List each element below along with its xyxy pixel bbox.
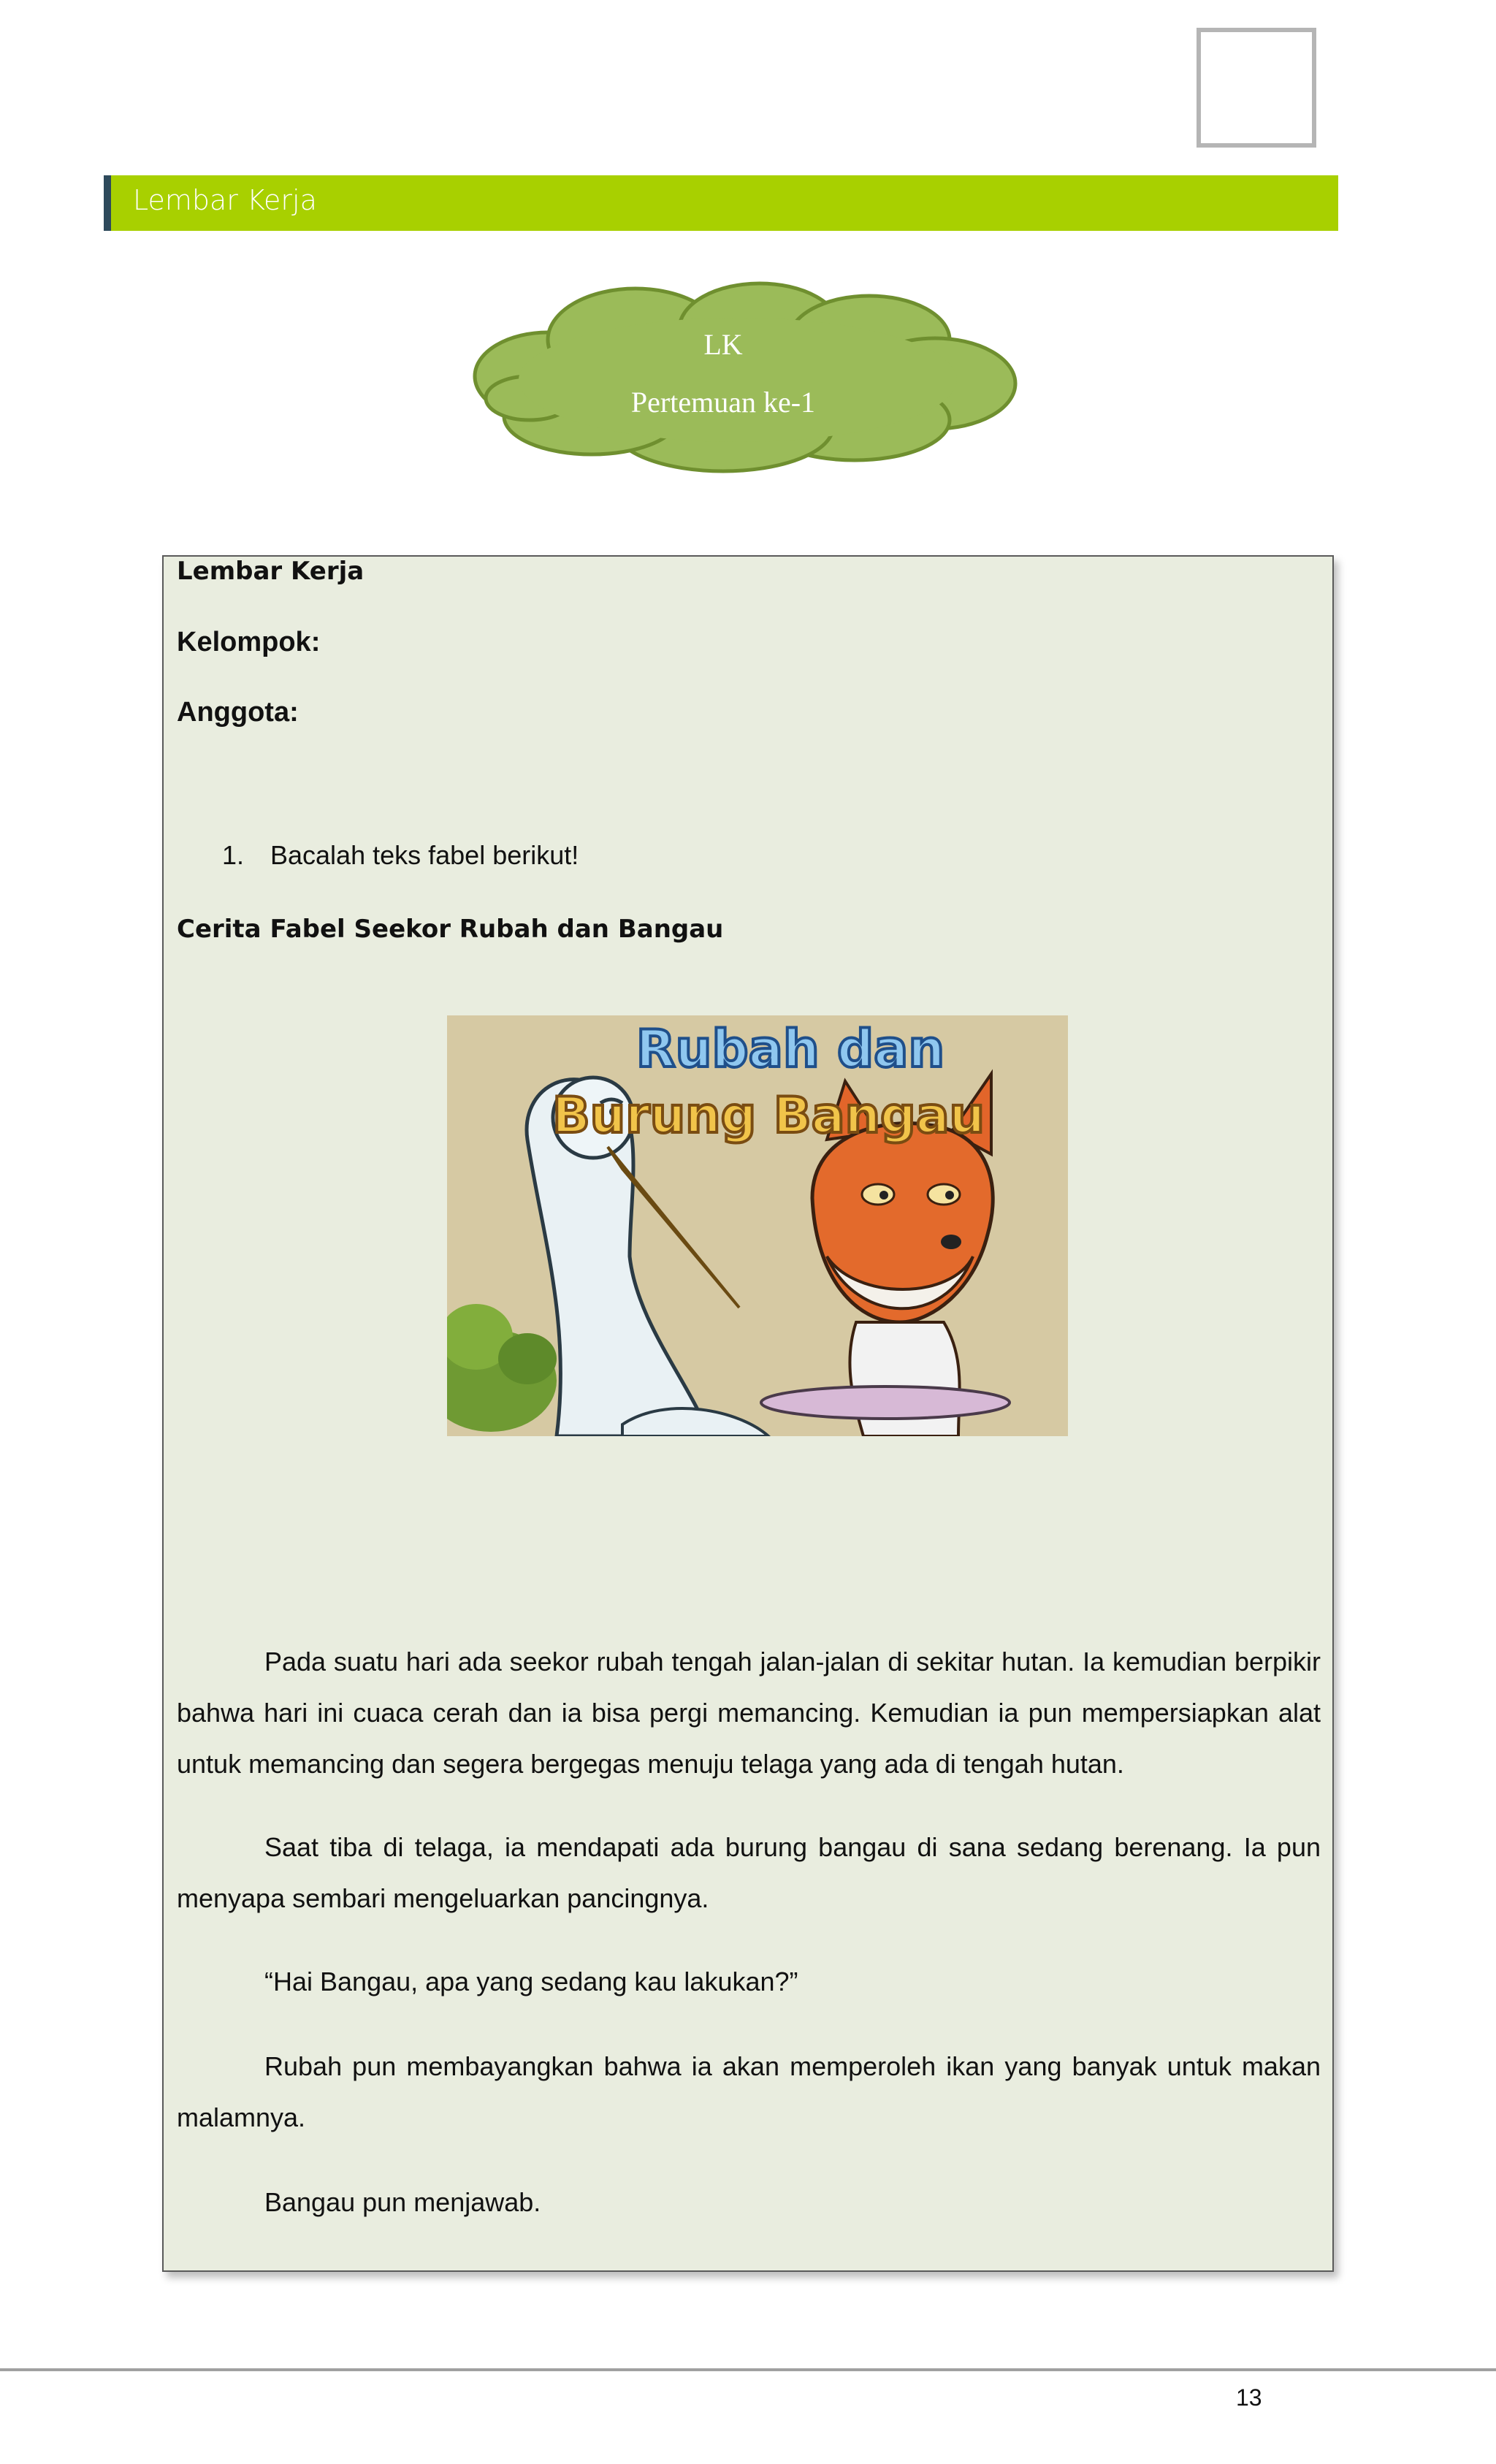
members-label: Anggota: (177, 697, 299, 728)
image-title-line1: Rubah dan (636, 1019, 945, 1079)
story-illustration (447, 1015, 1068, 1436)
instruction-text: Bacalah teks fabel berikut! (270, 840, 579, 870)
story-paragraph: Pada suatu hari ada seekor rubah tengah jalan-jalan di sekitar hutan. Ia kemudian berpikir bahwa hari ini cuaca cerah dan ia bisa pergi memancing. Kemudian ia pun mempersiapkan alat untuk memancing dan segera bergegas menuju telaga yang ada di tengah hutan. (177, 1647, 1321, 1779)
instruction-item (222, 840, 579, 871)
footer-divider (0, 2368, 1496, 2371)
header-bar (104, 175, 1338, 231)
cloud-title: LK (703, 328, 743, 361)
story-paragraph: Rubah pun membayangkan bahwa ia akan memperoleh ikan yang banyak untuk makan malamnya. (177, 2051, 1321, 2132)
cloud-shape (460, 281, 1030, 478)
corner-box (1197, 28, 1316, 148)
worksheet-box (162, 555, 1334, 2272)
instruction-number: 1. (222, 840, 245, 870)
story-title: Cerita Fabel Seekor Rubah dan Bangau (177, 915, 724, 944)
story-paragraph: “Hai Bangau, apa yang sedang kau lakukan?” (264, 1967, 798, 1996)
story-paragraph: Bangau pun menjawab. (264, 2187, 541, 2217)
image-title-line2: Burung Bangau (552, 1087, 985, 1145)
page-number: 13 (1236, 2384, 1262, 2411)
header-label: Lembar Kerja (133, 184, 317, 216)
cloud-subtitle: Pertemuan ke-1 (630, 386, 816, 419)
group-label: Kelompok: (177, 627, 321, 657)
worksheet-title: Lembar Kerja (177, 557, 365, 586)
story-paragraph: Saat tiba di telaga, ia mendapati ada burung bangau di sana sedang berenang. Ia pun menyapa sembari mengeluarkan pancingnya. (177, 1832, 1321, 1913)
